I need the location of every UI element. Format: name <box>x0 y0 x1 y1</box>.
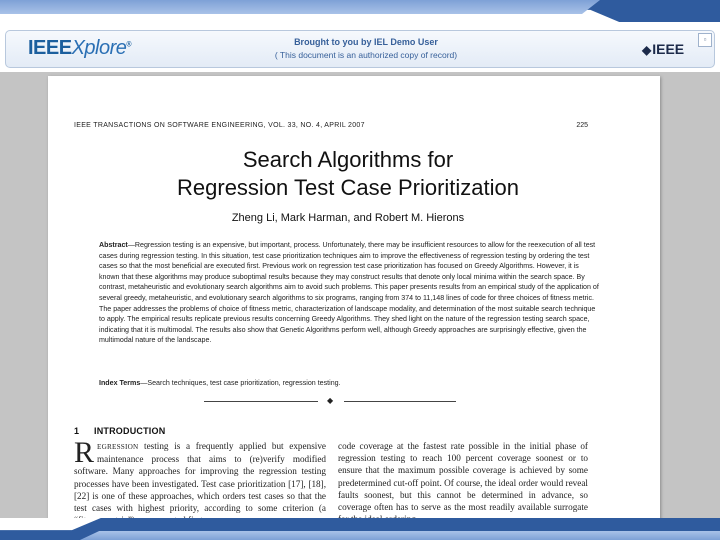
logo-xplore-text: Xplore <box>71 37 127 59</box>
title-line-2: Regression Test Case Prioritization <box>177 175 519 200</box>
bottom-band-light <box>80 531 720 540</box>
journal-header: IEEE TRANSACTIONS ON SOFTWARE ENGINEERING, VOL. 33, NO. 4, APRIL 2007 <box>74 122 365 129</box>
ieee-xplore-header <box>5 30 715 68</box>
logo-reg-mark: ® <box>126 41 132 49</box>
index-terms-label: Index Terms <box>99 379 141 387</box>
index-terms <box>99 379 341 387</box>
right-column-text: code coverage at the fastest rate possible in the initial phase of regression testing to reach 100 percent coverage soonest or to ensure that the maximum possible coverage is achieved by some predetermined cut-off point. Of course, the ideal order would reveal faults soonest, but this cannot be determined in advance, so coverage often has to serve as the most readily available surrogate <box>338 441 588 513</box>
top-band-light <box>0 0 600 14</box>
divider-diamond-icon: ◆ <box>327 396 334 405</box>
ieee-logo[interactable] <box>642 41 684 57</box>
ieee-xplore-logo[interactable] <box>28 37 131 60</box>
top-decor-band <box>0 0 720 22</box>
paper-authors: Zheng Li, Mark Harman, and Robert M. Hierons <box>231 212 465 224</box>
ieee-diamond-icon: ◆ <box>642 43 652 57</box>
authorized-copy-notice: ( This document is an authorized copy of record) <box>274 50 458 60</box>
ieee-logo-text: IEEE <box>652 41 685 57</box>
expand-icon[interactable]: ▫ <box>698 33 712 47</box>
abstract-label: Abstract <box>99 241 128 249</box>
abstract <box>99 240 599 346</box>
logo-ieee-text: IEEE <box>28 37 72 59</box>
smallcaps-word: EGRESSION <box>97 443 139 451</box>
body-column-right <box>338 440 588 525</box>
section-title: INTRODUCTION <box>94 426 166 436</box>
drop-cap: R <box>74 436 95 469</box>
abstract-text: —Regression testing is an expensive, but important, process. Unfortunately, there may be insufficient resources to allow for the reexecution of all test cases during regression testing. In this situation, test case prioritization techniques aim to improve the effectiveness of regression testing by ordering the test cases so that the most beneficial are executed first. Previous work on regression test case prioritization has focused on Greedy Algorithms. However, it is known that these algorithms may produce suboptimal results because they may construct results that denote only local minima within the search space. By contrast, metaheuristic and evolutionary search algorithms aim to avoid such problems. This paper presents results from an empirical study of the application of several greedy, metaheuristic, and evolutionary search algorithms to six programs, ranging from 374 to 11,148 lines of code for three choices of fitness metric. The paper addresses the problems of choice of fitness metric, characterization of landscape modality, and determination of the most suitable search technique to apply. The empirical results replicate previous results concerning Greedy Algorithms. They shed light on the nature of the regression testing search space, indicating that it is multimodal. The results also show that Genetic Algorithms perform well, although Greedy approaches are surprisingly effective, given the multimodal nature of the landscape. <box>99 241 599 345</box>
section-number: 1 <box>74 426 80 436</box>
index-terms-text: —Search techniques, test case prioritization, regression testing. <box>140 379 341 387</box>
bottom-decor-band <box>0 518 720 540</box>
body-column-left <box>74 436 326 526</box>
title-line-1: Search Algorithms for <box>242 147 454 172</box>
page-number: 225 <box>576 122 588 129</box>
divider-rule-left <box>204 401 318 402</box>
divider-rule-right <box>344 401 456 402</box>
brought-to-you-text: Brought to you by IEL Demo User <box>294 37 438 47</box>
paper-title <box>98 146 598 202</box>
document-page <box>48 76 660 520</box>
left-column-text: testing is a frequently applied but expensive maintenance process that aims to (re)verify modified software. Many approaches for improving the regression testing processes have been investigated. Test case prioritization [17], [18], [22] is one of these approaches, which orders test cases so that the test cases with highest priority, according to some criterion (a <box>74 441 326 514</box>
